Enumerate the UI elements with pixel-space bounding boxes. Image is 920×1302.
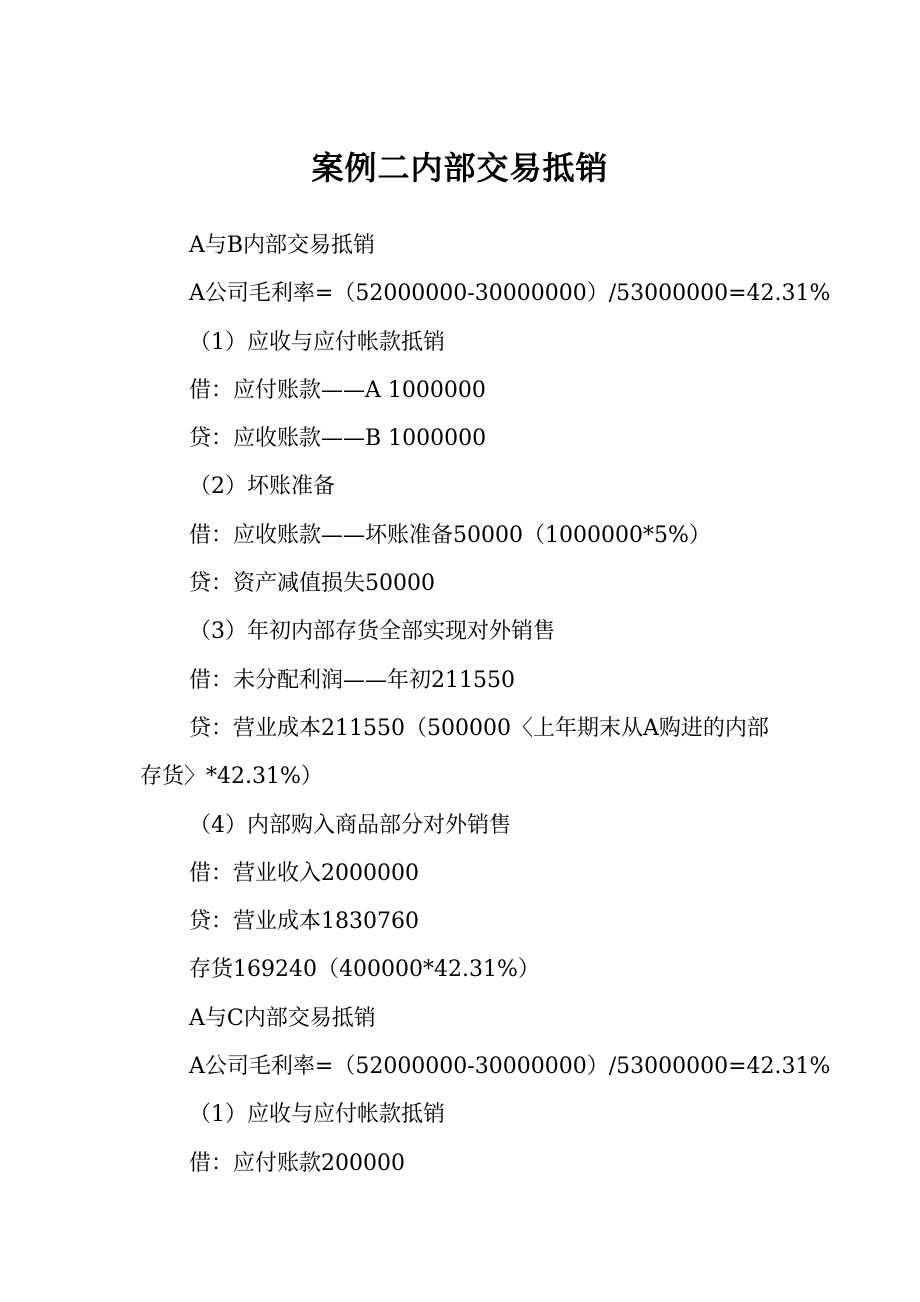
journal-credit-line: 贷：营业成本1830760 — [189, 909, 419, 935]
step-heading-2: （2）坏账准备 — [189, 474, 335, 500]
step-heading-1: （1）应收与应付帐款抵销 — [189, 329, 445, 355]
journal-debit-line: 借：营业收入2000000 — [189, 860, 419, 886]
journal-credit-line: 贷：应收账款——B 1000000 — [189, 426, 487, 452]
journal-debit-line: 借：未分配利润——年初211550 — [189, 667, 515, 693]
gross-margin-formula: A公司毛利率=（52000000-30000000）/53000000=42.31% — [189, 281, 831, 307]
section-heading-a-b: A与B内部交易抵销 — [189, 233, 376, 258]
document-body — [140, 222, 831, 1188]
step-heading-3: （3）年初内部存货全部实现对外销售 — [189, 619, 555, 645]
journal-credit-line: 存货169240（400000*42.31%） — [189, 957, 540, 983]
journal-credit-line: 贷：营业成本211550（500000〈上年期末从A购进的内部存货〉*42.31%） — [140, 715, 769, 790]
step-heading-1: （1）应收与应付帐款抵销 — [189, 1102, 445, 1128]
journal-credit-line: 贷：资产减值损失50000 — [189, 571, 435, 597]
document-title: 案例二内部交易抵销 — [311, 149, 609, 187]
journal-debit-line: 借：应收账款——坏账准备50000（1000000*5%） — [189, 522, 711, 548]
step-heading-4: （4）内部购入商品部分对外销售 — [189, 812, 511, 838]
section-heading-a-c: A与C内部交易抵销 — [189, 1005, 376, 1031]
journal-debit-line: 借：应付账款——A 1000000 — [189, 377, 486, 403]
journal-debit-line: 借：应付账款200000 — [189, 1150, 405, 1176]
gross-margin-formula: A公司毛利率=（52000000-30000000）/53000000=42.31% — [189, 1054, 831, 1080]
